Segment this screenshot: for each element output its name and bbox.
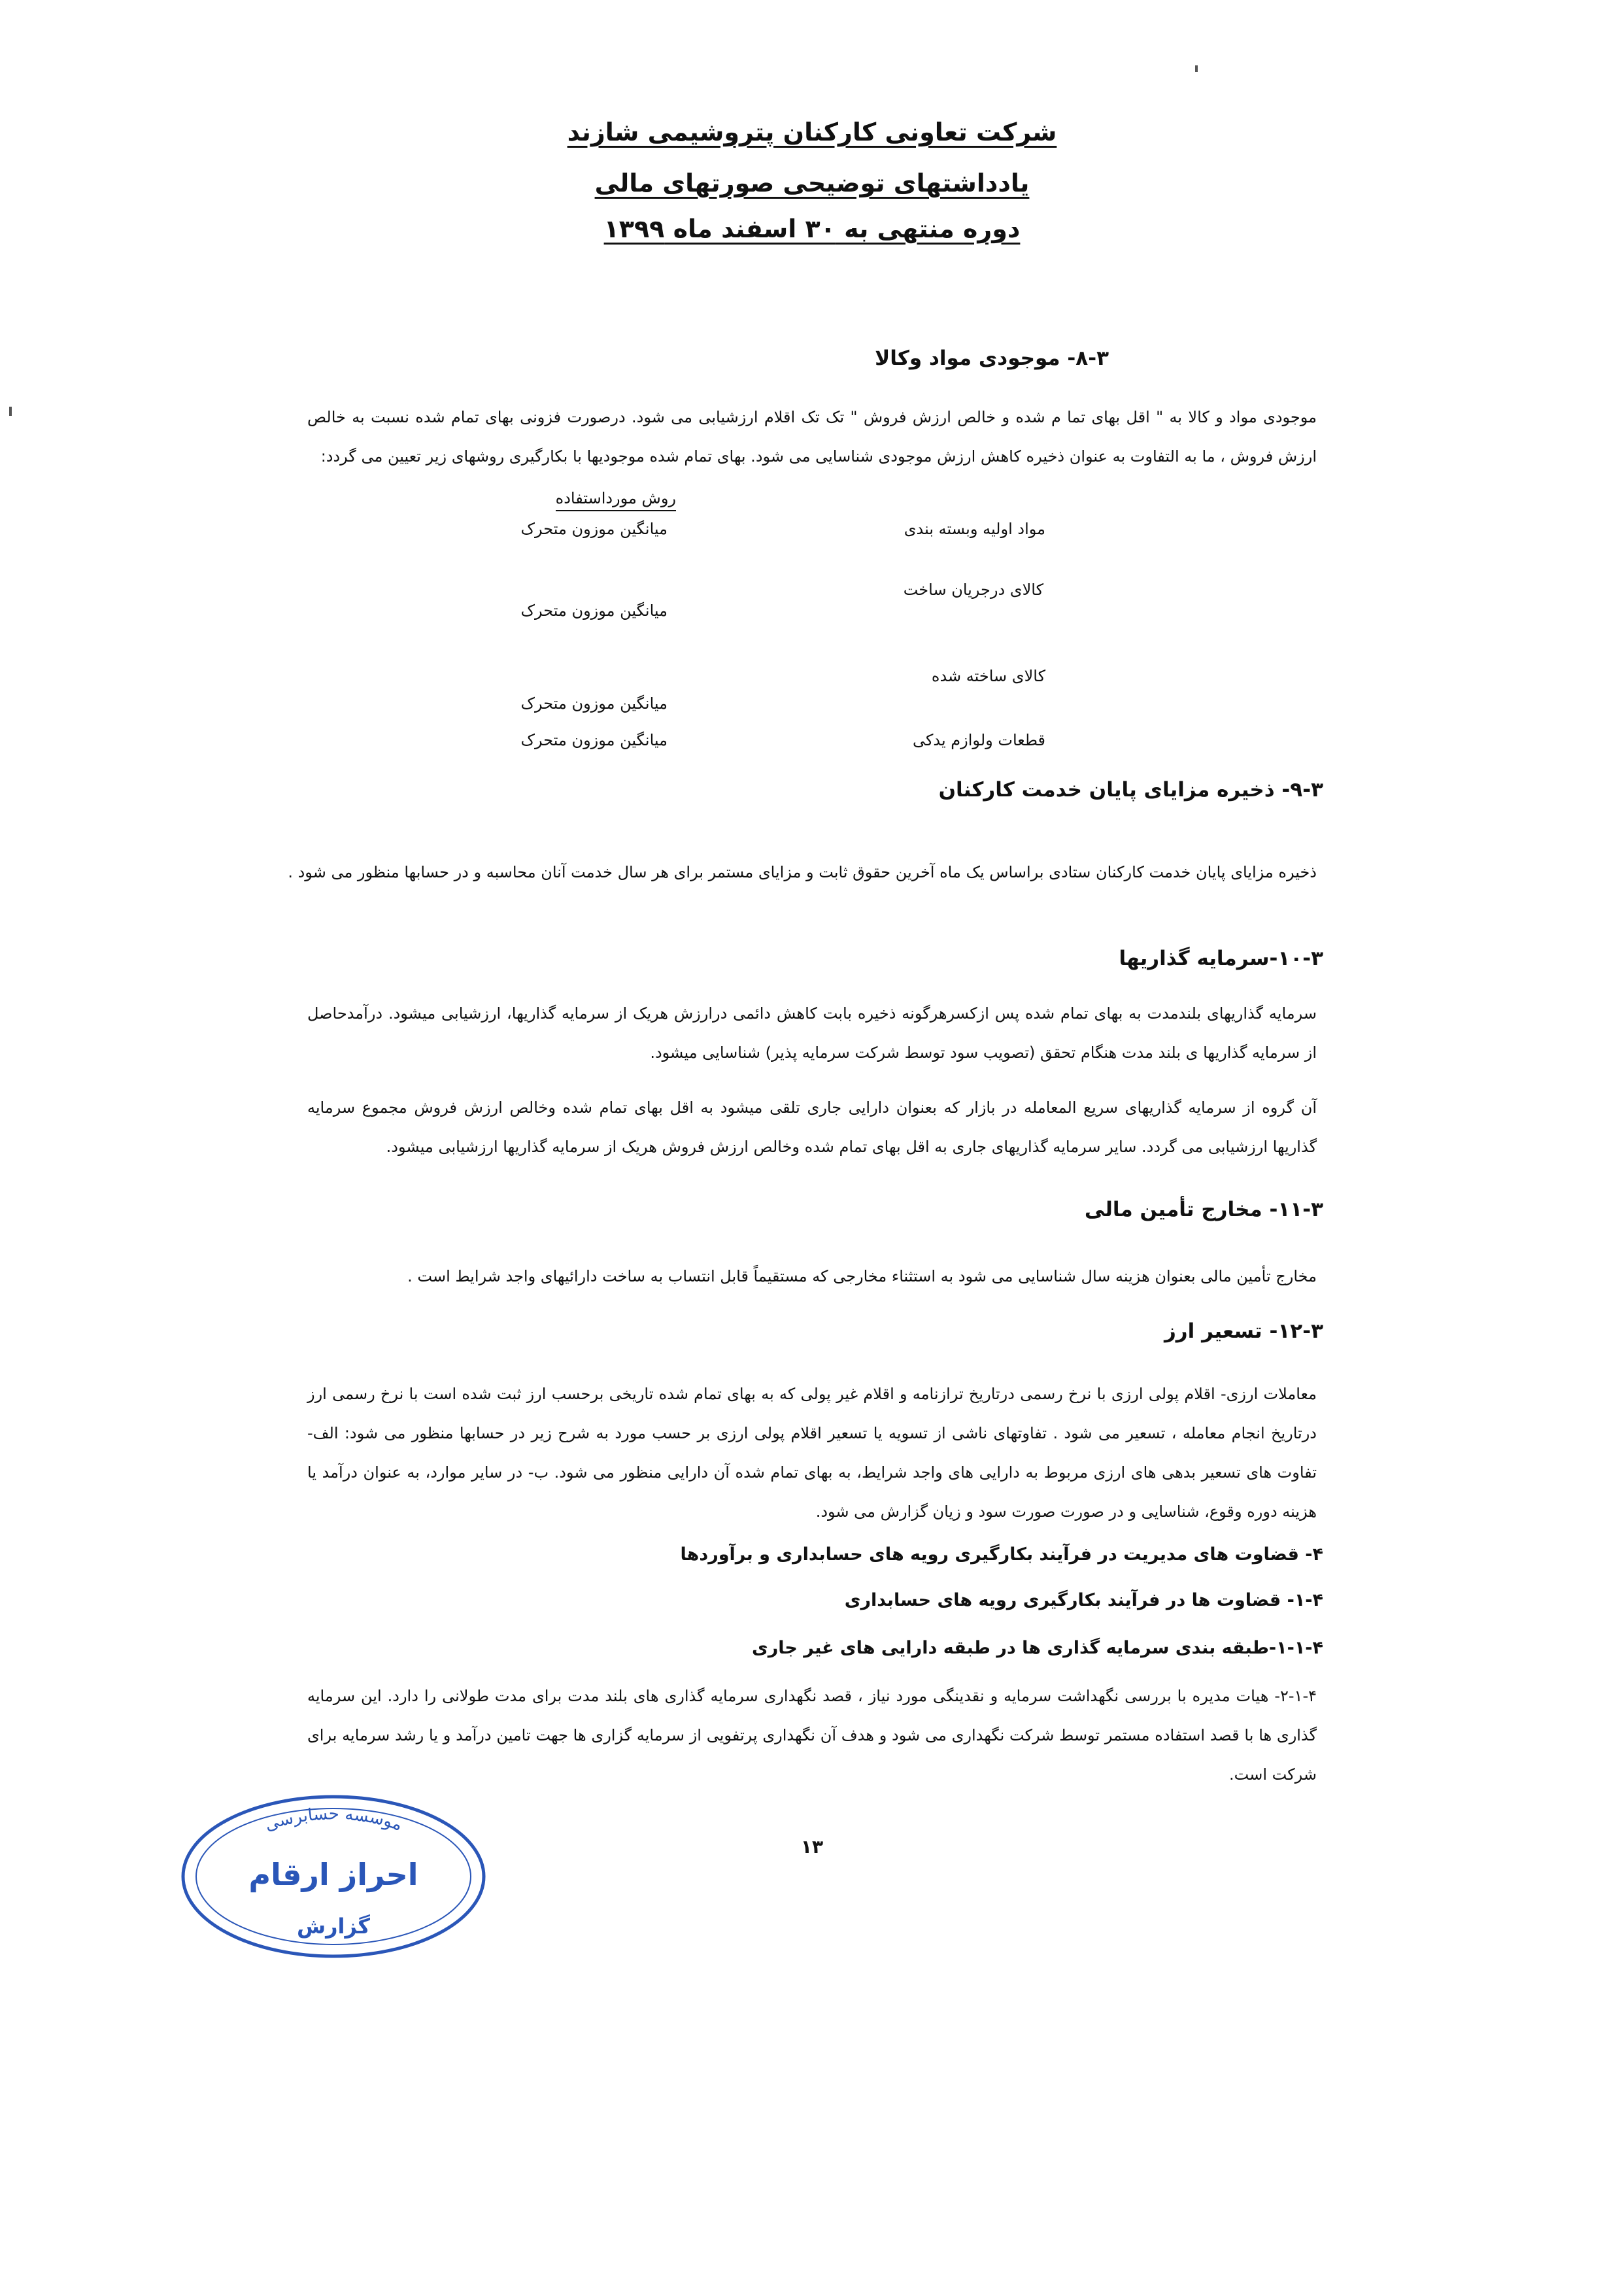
inventory-item-method: میانگین موزون متحرک [520, 694, 668, 713]
inventory-item-method: میانگین موزون متحرک [520, 520, 668, 538]
page-number: ۱۳ [800, 1836, 824, 1858]
inventory-item-label: کالای درجریان ساخت [903, 581, 1043, 599]
inventory-item-method: میانگین موزون متحرک [520, 602, 668, 620]
report-title: یادداشتهای توضیحی صورتهای مالی [594, 169, 1030, 197]
judgements-paragraph: ۲-۱-۴- هیات مدیره با بررسی نگهداشت سرمایه و نقدینگی مورد نیاز ، قصد نگهداری سرمایه گذاری های بلند مدت برای مدت طولانی را دارد. این سرمایه گذاری ها با قصد استفاده مستمر توسط شرکت نگهداری می شود و هدف آن نگهداری پرتفویی از سرمایه گزاری ها جهت تامین درآمد و یا رشد سرمایه برای شرکت است. [307, 1687, 1317, 1784]
section-heading-investments: ۱۰-۳-سرمایه گذاریها [1119, 947, 1323, 970]
inventory-item-label: مواد اولیه وبسته بندی [904, 520, 1045, 538]
scan-speck [1195, 65, 1198, 72]
subsection-heading-4-1-1: ۱-۱-۴-طبقه بندی سرمایه گذاری ها در طبقه دارایی های غیر جاری [751, 1638, 1323, 1658]
section-heading-judgements: ۴- قضاوت های مدیریت در فرآیند بکارگیری رویه های حسابداری و برآوردها [680, 1544, 1323, 1565]
section-heading-finance-costs: ۱۱-۳- مخارج تأمین مالی [1084, 1198, 1323, 1221]
currency-paragraph: معاملات ارزی- اقلام پولی ارزی با نرخ رسمی درتاریخ ترازنامه و اقلام غیر پولی که به بهای تمام شده تاریخی برحسب ارز ثبت شده است با نرخ رسمی ارز درتاریخ انجام معامله ، تسعیر می شود . تفاوتهای ناشی از تسویه یا تسعیر اقلام پولی ارزی بر حسب مورد به شرح زیر در حسابها منظور می شود: الف- تفاوت های تسعیر بدهی های ارزی مربوط به دارایی های واجد شرایط، به بهای تمام شده آن دارایی منظور می شود. ب- در سایر موارد، به عنوان درآمد یا هزینه دوره وقوع، شناسایی و در صورت صورت سود و زیان گزارش می شود. [307, 1385, 1317, 1521]
stamp-top-text: موسسه حسابرسی [262, 1804, 405, 1835]
method-column-header: روش مورداستفاده [556, 489, 676, 511]
inventory-item-method: میانگین موزون متحرک [520, 731, 668, 749]
investments-paragraph-1: سرمایه گذاریهای بلندمدت به بهای تمام شده پس ازکسرهرگونه ذخیره بابت کاهش دائمی درارزش هریک از سرمایه گذاریها، ارزشیابی میشود. درآمدحاصل از سرمایه گذاریها ی بلند مدت هنگام تحقق (تصویب سود توسط شرکت سرمایه پذیر) شناسایی میشود. [307, 1004, 1317, 1062]
investments-paragraph-2: آن گروه از سرمایه گذاریهای سریع المعامله در بازار که بعنوان دارایی جاری تلقی میشود به اقل بهای تمام شده وخالص ارزش فروش مجموع سرمایه گذاریها ارزشیابی می گردد. سایر سرمایه گذاریهای جاری به اقل بهای تمام شده وخالص ارزش فروش هریک از سرمایه گذاریها ارزشیابی میشود. [307, 1098, 1317, 1156]
end-of-service-paragraph: ذخیره مزایای پایان خدمت کارکنان ستادی براساس یک ماه آخرین حقوق ثابت و مزایای مستمر برای هر سال خدمت آنان محاسبه و در حسابها منظور می شود . [288, 863, 1317, 881]
section-heading-end-of-service: ۹-۳- ذخیره مزایای پایان خدمت کارکنان [938, 778, 1323, 802]
inventory-paragraph: موجودی مواد و کالا به " اقل بهای تما م شده و خالص ارزش فروش " تک تک اقلام ارزشیابی می شود. درصورت فزونی بهای تمام شده نسبت به خالص ارزش فروش ، ما به التفاوت به عنوان ذخیره کاهش ارزش موجودی شناسایی می شود. بهای تمام شده موجودیها با بکارگیری روشهای زیر تعیین می گردد: [307, 408, 1317, 466]
stamp-bottom-text: گزارش [296, 1914, 371, 1939]
scan-speck [9, 407, 12, 416]
company-title: شرکت تعاونی کارکنان پتروشیمی شازند [567, 118, 1057, 146]
svg-text:موسسه حسابرسی [262, 1804, 405, 1835]
subsection-heading-4-1: ۱-۴- قضاوت ها در فرآیند بکارگیری رویه های حسابداری [844, 1590, 1323, 1610]
section-heading-inventory: ۸-۳- موجودی مواد وکالا [875, 347, 1109, 370]
auditor-stamp [177, 1788, 490, 1965]
inventory-item-label: کالای ساخته شده [931, 667, 1045, 685]
stamp-middle-text: احراز ارقام [248, 1857, 418, 1892]
finance-costs-paragraph: مخارج تأمین مالی بعنوان هزینه سال شناسایی می شود به استثناء مخارجی که مستقیماً قابل انتساب به ساخت دارائیهای واجد شرایط است . [407, 1267, 1317, 1285]
section-heading-currency: ۱۲-۳- تسعیر ارز [1164, 1319, 1323, 1343]
inventory-item-label: قطعات ولوازم یدکی [912, 731, 1045, 749]
period-title: دوره منتهی به ۳۰ اسفند ماه ۱۳۹۹ [603, 214, 1021, 243]
